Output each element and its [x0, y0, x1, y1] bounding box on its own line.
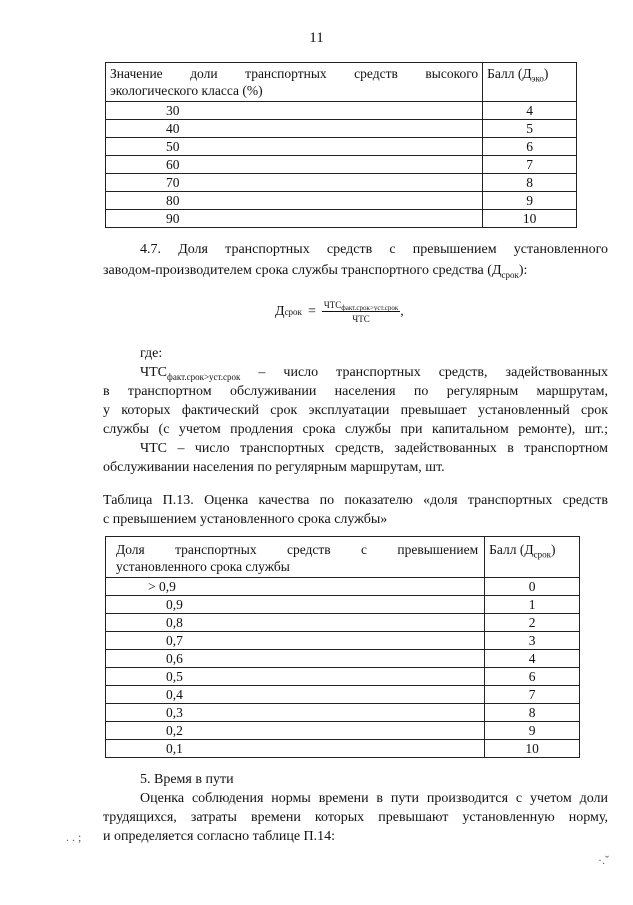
def1-term: ЧТС [140, 365, 167, 380]
score-cell: 10 [485, 740, 580, 758]
def1-line2: в транспортном обслуживании населения по регулярным маршрутам, [103, 384, 608, 399]
header-line: экологического класса (%) [110, 83, 263, 98]
table-row [106, 210, 577, 228]
value-cell: 0,8 [106, 614, 485, 632]
section-5-line1: Оценка соблюдения нормы времени в пути производится с учетом доли [140, 791, 608, 806]
table-row [106, 156, 577, 174]
score-cell: 4 [483, 102, 577, 120]
value-cell: 0,5 [106, 668, 485, 686]
value-cell: 30 [106, 102, 483, 120]
scan-speck: ·.ˇ [598, 853, 609, 867]
section-5-heading: 5. Время в пути [140, 772, 234, 787]
formula-equals: = [307, 304, 316, 319]
header-line: установленного срока службы [116, 559, 290, 574]
formula-denominator: ЧТС [352, 314, 370, 324]
table-header-row [106, 537, 580, 578]
header-score-cell [485, 537, 580, 578]
score-cell: 2 [485, 614, 580, 632]
score-cell: 0 [485, 578, 580, 596]
table-row [106, 174, 577, 192]
formula-numerator [322, 300, 400, 312]
formula [275, 300, 404, 324]
value-cell: 0,2 [106, 722, 485, 740]
value-cell: 60 [106, 156, 483, 174]
table-row [106, 632, 580, 650]
score-cell: 7 [483, 156, 577, 174]
table-row [106, 704, 580, 722]
table-header-row [106, 63, 577, 102]
header-score-suffix: ) [543, 66, 549, 81]
score-cell: 1 [485, 596, 580, 614]
def1-line4: службы (с учетом продления срока службы при капитальном ремонте), шт.; [103, 422, 608, 437]
table-row [106, 578, 580, 596]
score-cell: 5 [483, 120, 577, 138]
table-caption-line1: Таблица П.13. Оценка качества по показателю «доля транспортных средств [103, 493, 608, 508]
table-row [106, 686, 580, 704]
table-row [106, 668, 580, 686]
score-cell: 10 [483, 210, 577, 228]
page-number: 11 [309, 30, 324, 46]
table-row [106, 138, 577, 156]
table-row [106, 596, 580, 614]
score-cell: 9 [485, 722, 580, 740]
section-4-7-line2-sub: срок [501, 269, 519, 280]
header-line: Доля транспортных средств с превышением [116, 542, 479, 557]
header-score-sub: эко [531, 73, 544, 84]
value-cell: 80 [106, 192, 483, 210]
header-score-text: Балл (Д [489, 542, 534, 557]
score-cell: 3 [485, 632, 580, 650]
table-row [106, 614, 580, 632]
header-score-suffix: ) [550, 542, 556, 557]
value-cell: 90 [106, 210, 483, 228]
value-cell: 70 [106, 174, 483, 192]
section-4-7-line1: 4.7. Доля транспортных средств с превышением установленного [140, 242, 608, 257]
section-4-7-line2-text: заводом-производителем срока службы транспортного средства (Д [103, 263, 502, 278]
numerator-sub: факт.срок>уст.срок [341, 304, 399, 312]
def1-rest: – число транспортных средств, задействованных [240, 365, 608, 380]
score-cell: 6 [485, 668, 580, 686]
value-cell: 0,7 [106, 632, 485, 650]
score-cell: 8 [485, 704, 580, 722]
header-line: Значение доли транспортных средств высокого [110, 66, 479, 81]
eco-class-table [105, 62, 577, 228]
table-caption-line2: с превышением установленного срока службы» [103, 512, 388, 527]
value-cell: 0,4 [106, 686, 485, 704]
section-4-7-line2 [103, 262, 608, 284]
table-row [106, 120, 577, 138]
value-cell: > 0,9 [106, 578, 485, 596]
section-4-7-line2-suffix: ): [518, 263, 528, 278]
score-cell: 6 [483, 138, 577, 156]
header-share-cell [106, 63, 483, 102]
header-share-cell [106, 537, 485, 578]
def2-line2: обслуживании населения по регулярным маршрутам, шт. [103, 460, 445, 475]
formula-lhs: Д [275, 304, 285, 319]
header-score-text: Балл (Д [487, 66, 532, 81]
value-cell: 40 [106, 120, 483, 138]
formula-lhs-sub: срок [284, 307, 302, 317]
formula-fraction [322, 300, 400, 324]
def2-line1: ЧТС – число транспортных средств, задействованных в транспортном [140, 441, 608, 456]
score-cell: 8 [483, 174, 577, 192]
value-cell: 0,1 [106, 740, 485, 758]
service-life-table [105, 536, 580, 758]
value-cell: 0,9 [106, 596, 485, 614]
def1-line3: у которых фактический срок эксплуатации превышает установленный срок [103, 403, 608, 418]
score-cell: 7 [485, 686, 580, 704]
scan-speck: . . ; [66, 830, 82, 844]
table-row [106, 722, 580, 740]
def1-term-sub: факт.срок>уст.срок [167, 371, 241, 382]
table-row [106, 102, 577, 120]
header-score-sub: срок [533, 549, 551, 560]
header-score-cell [483, 63, 577, 102]
table-row [106, 740, 580, 758]
table-row [106, 650, 580, 668]
section-5-line2: трудящихся, затраты времени которых превышают установленную норму, [103, 810, 608, 825]
section-5-line3: и определяется согласно таблице П.14: [103, 829, 336, 844]
value-cell: 0,3 [106, 704, 485, 722]
numerator-main: ЧТС [323, 300, 342, 310]
value-cell: 0,6 [106, 650, 485, 668]
formula-trail: , [400, 304, 404, 319]
score-cell: 4 [485, 650, 580, 668]
table-row [106, 192, 577, 210]
value-cell: 50 [106, 138, 483, 156]
where-label: где: [140, 346, 163, 361]
score-cell: 9 [483, 192, 577, 210]
